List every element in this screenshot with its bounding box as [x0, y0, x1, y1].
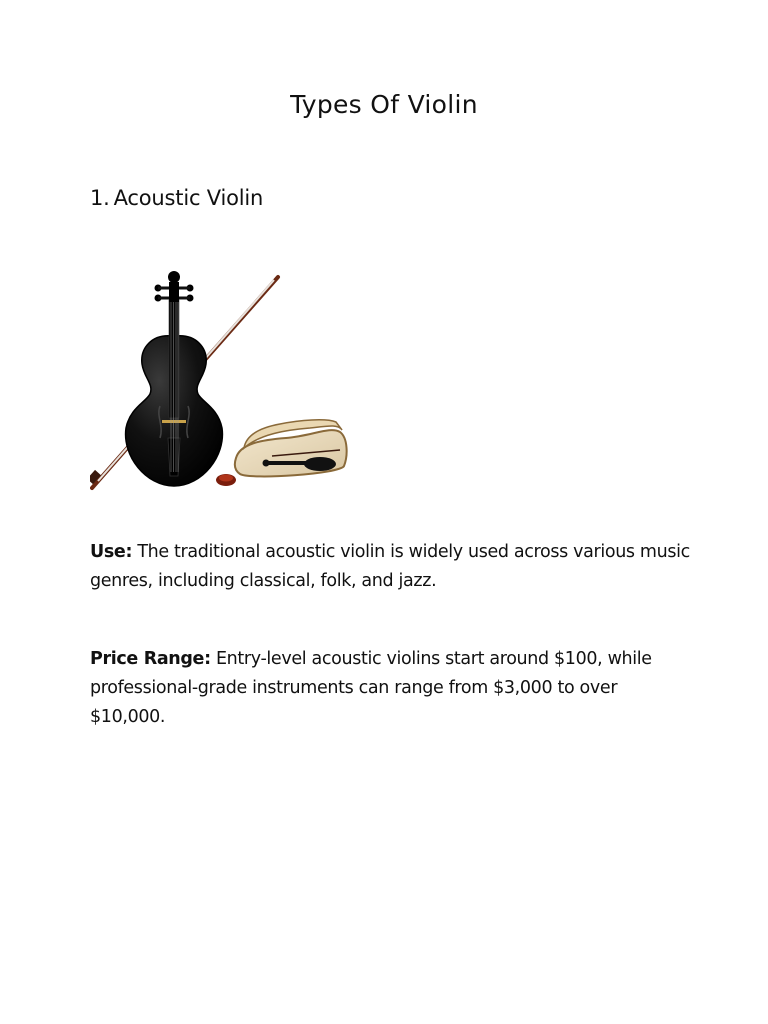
section-title: Acoustic Violin — [113, 186, 264, 210]
price-range-paragraph — [90, 645, 690, 732]
section-number: 1. — [90, 186, 110, 210]
use-label: Use: — [90, 542, 133, 562]
use-text: The traditional acoustic violin is widely used across various music genres, including classical, folk, and jazz. — [90, 542, 690, 591]
price-label: Price Range: — [90, 649, 211, 669]
page-title: Types Of Violin — [290, 90, 478, 119]
violin-image — [90, 268, 352, 494]
use-paragraph — [90, 538, 690, 596]
section-heading — [90, 186, 263, 210]
violin-with-bow-and-case-icon — [90, 268, 352, 494]
price-text: Entry-level acoustic violins start around $100, while professional-grade instruments can range from $3,000 to over $10,000. — [90, 649, 652, 727]
